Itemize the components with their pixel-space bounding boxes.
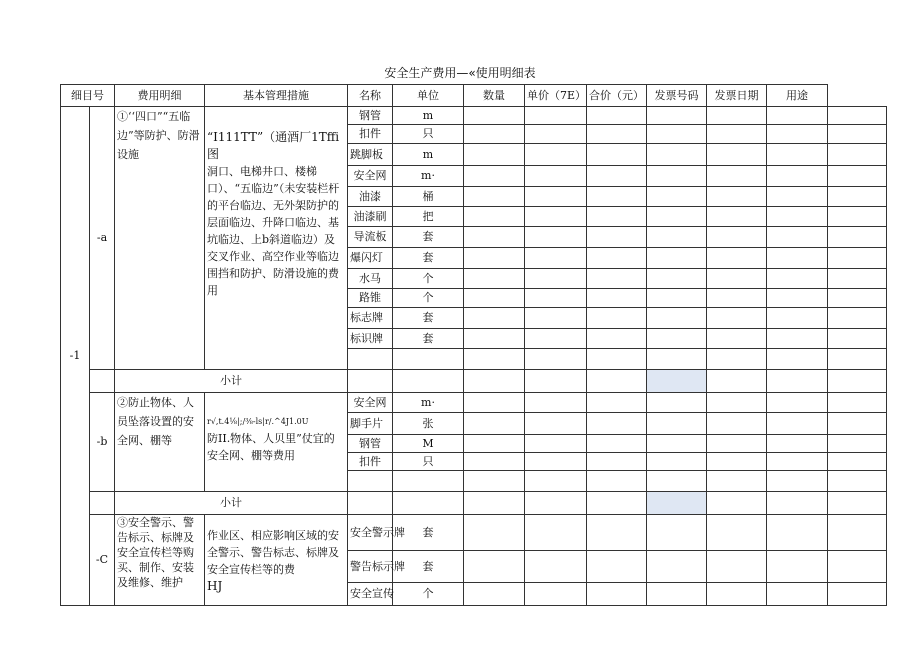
empty-cell — [828, 207, 887, 227]
empty-cell — [707, 329, 767, 349]
measures-text: 洞口、电梯井口、楼梯口）、“五临边”（未安装栏杆的平台临边、无外架防护的层面临边、升降口临边、基坑临边、上b斜道临边）及交叉作业、高空作业等临边围挡和防护、防滑设施的费用 — [207, 165, 340, 297]
empty-cell — [647, 471, 707, 492]
empty-cell — [647, 515, 707, 551]
empty-cell — [525, 393, 587, 413]
item-name: 扣件 — [348, 125, 393, 144]
empty-cell — [647, 207, 707, 227]
item-unit: 只 — [393, 453, 464, 471]
management-measures — [205, 393, 348, 492]
empty-cell — [587, 227, 647, 248]
item-name — [348, 349, 393, 370]
empty-cell — [464, 492, 525, 515]
item-unit: 套 — [393, 551, 464, 583]
empty-cell — [828, 435, 887, 453]
empty-cell — [707, 435, 767, 453]
empty-cell — [647, 125, 707, 144]
empty-cell — [525, 370, 587, 393]
empty-cell — [464, 551, 525, 583]
header-cell: 基本管理措施 — [205, 85, 348, 107]
empty-cell — [587, 435, 647, 453]
empty-cell — [464, 125, 525, 144]
empty-cell — [587, 289, 647, 308]
empty-cell — [647, 492, 707, 515]
empty-cell — [587, 370, 647, 393]
empty-cell — [464, 393, 525, 413]
empty-cell — [464, 583, 525, 606]
item-name: 警告标示牌 — [348, 551, 393, 583]
empty-cell — [464, 413, 525, 435]
header-cell: 发票号码 — [647, 85, 707, 107]
empty-cell — [767, 166, 828, 187]
empty-cell — [464, 207, 525, 227]
empty-cell — [647, 308, 707, 329]
section-code: -1 — [61, 107, 90, 606]
empty-cell — [647, 453, 707, 471]
header-cell: 用途 — [767, 85, 828, 107]
item-unit: 个 — [393, 269, 464, 289]
item-unit: 把 — [393, 207, 464, 227]
item-unit: 套 — [393, 248, 464, 269]
item-unit: 只 — [393, 125, 464, 144]
empty-cell — [348, 370, 393, 393]
empty-cell — [587, 329, 647, 349]
item-unit: 套 — [393, 329, 464, 349]
item-unit — [393, 349, 464, 370]
header-cell: 单价（7E） — [525, 85, 587, 107]
empty-cell — [525, 166, 587, 187]
empty-cell — [587, 413, 647, 435]
table-row — [61, 393, 887, 413]
item-unit: M — [393, 435, 464, 453]
empty-cell — [525, 248, 587, 269]
empty-cell — [767, 227, 828, 248]
empty-cell — [828, 329, 887, 349]
item-unit: 个 — [393, 289, 464, 308]
empty-cell — [525, 144, 587, 166]
empty-cell — [647, 289, 707, 308]
empty-cell — [587, 471, 647, 492]
empty-cell — [647, 107, 707, 125]
measures-text: 防II.物体、人贝里”仗宜的安全网、棚等费用 — [207, 432, 335, 462]
empty-cell — [707, 492, 767, 515]
empty-cell — [587, 144, 647, 166]
item-unit: m — [393, 144, 464, 166]
empty-cell — [464, 107, 525, 125]
empty-cell — [767, 370, 828, 393]
empty-cell — [464, 370, 525, 393]
measures-heading: “I111TT”（通酒厂1Tffi图 — [207, 130, 340, 161]
empty-cell — [525, 349, 587, 370]
empty-cell — [464, 515, 525, 551]
empty-cell — [707, 227, 767, 248]
empty-cell — [707, 370, 767, 393]
item-name: 导流板 — [348, 227, 393, 248]
empty-cell — [828, 583, 887, 606]
empty-cell — [707, 413, 767, 435]
empty-cell — [525, 187, 587, 207]
subtotal-row — [61, 370, 887, 393]
subtotal-label: 小计 — [115, 370, 348, 393]
item-unit — [393, 471, 464, 492]
empty-cell — [828, 227, 887, 248]
empty-cell — [828, 515, 887, 551]
empty-cell — [828, 125, 887, 144]
header-cell: 数量 — [464, 85, 525, 107]
empty-cell — [464, 144, 525, 166]
header-row — [61, 85, 887, 107]
expense-detail: ①‘‘四口”“五临边”等防护、防滑设施 — [115, 107, 205, 370]
item-code: -a — [90, 107, 115, 370]
empty-cell — [767, 289, 828, 308]
item-name: 油漆刷 — [348, 207, 393, 227]
measures-text: 作业区、相应影响区域的安全警示、警告标志、标牌及安全宣传栏等的费 — [207, 529, 339, 576]
empty-cell — [393, 370, 464, 393]
empty-cell — [828, 453, 887, 471]
empty-cell — [767, 453, 828, 471]
header-cell: 发票日期 — [707, 85, 767, 107]
empty-cell — [525, 583, 587, 606]
item-name: 油漆 — [348, 187, 393, 207]
empty-cell — [587, 125, 647, 144]
empty-cell — [587, 248, 647, 269]
item-name: 路锥 — [348, 289, 393, 308]
empty-cell — [707, 515, 767, 551]
empty-cell — [525, 551, 587, 583]
empty-cell — [707, 125, 767, 144]
item-name: 安全警示牌 — [348, 515, 393, 551]
empty-cell — [828, 248, 887, 269]
empty-cell — [828, 471, 887, 492]
empty-cell — [767, 107, 828, 125]
header-cell: 单位 — [393, 85, 464, 107]
header-cell: 细目号 — [61, 85, 115, 107]
item-name: 安全宣传 — [348, 583, 393, 606]
empty-cell — [707, 248, 767, 269]
empty-cell — [587, 107, 647, 125]
empty-cell — [525, 453, 587, 471]
item-unit: 个 — [393, 583, 464, 606]
empty-cell — [525, 413, 587, 435]
empty-cell — [707, 308, 767, 329]
empty-cell — [647, 349, 707, 370]
item-code: -C — [90, 515, 115, 606]
item-name: 爆闪灯 — [348, 248, 393, 269]
empty-cell — [647, 551, 707, 583]
item-name: 安全网 — [348, 393, 393, 413]
empty-cell — [767, 583, 828, 606]
empty-cell — [767, 435, 828, 453]
empty-cell — [707, 349, 767, 370]
empty-cell — [828, 144, 887, 166]
empty-cell — [767, 515, 828, 551]
empty-cell — [707, 393, 767, 413]
empty-cell — [707, 207, 767, 227]
empty-cell — [647, 166, 707, 187]
empty-cell — [828, 269, 887, 289]
measures-tail: HJ — [207, 579, 223, 593]
item-unit: 套 — [393, 227, 464, 248]
header-cell: 名称 — [348, 85, 393, 107]
management-measures — [205, 107, 348, 370]
empty-cell — [767, 248, 828, 269]
item-unit: m — [393, 107, 464, 125]
empty-cell — [525, 207, 587, 227]
empty-cell — [587, 492, 647, 515]
empty-cell — [828, 551, 887, 583]
empty-cell — [647, 144, 707, 166]
empty-cell — [767, 207, 828, 227]
empty-cell — [767, 471, 828, 492]
empty-cell — [587, 349, 647, 370]
empty-cell — [767, 393, 828, 413]
empty-cell — [767, 187, 828, 207]
item-name: 钢管 — [348, 435, 393, 453]
empty-cell — [707, 144, 767, 166]
item-name: 安全网 — [348, 166, 393, 187]
expense-detail-table — [60, 84, 887, 606]
empty-cell — [707, 107, 767, 125]
empty-cell — [587, 308, 647, 329]
empty-cell — [464, 308, 525, 329]
empty-cell — [464, 269, 525, 289]
empty-cell — [525, 125, 587, 144]
empty-cell — [464, 187, 525, 207]
empty-cell — [525, 329, 587, 349]
item-name: 水马 — [348, 269, 393, 289]
empty-cell — [464, 227, 525, 248]
empty-cell — [647, 435, 707, 453]
page-title: 安全生产费用—«使用明细表 — [384, 66, 536, 80]
empty-cell — [525, 515, 587, 551]
empty-cell — [707, 583, 767, 606]
empty-cell — [587, 393, 647, 413]
empty-cell — [767, 349, 828, 370]
empty-cell — [587, 187, 647, 207]
empty-cell — [647, 370, 707, 393]
empty-cell — [707, 551, 767, 583]
empty-cell — [587, 551, 647, 583]
empty-cell — [828, 370, 887, 393]
empty-cell — [707, 289, 767, 308]
empty-cell — [767, 308, 828, 329]
empty-cell — [647, 413, 707, 435]
empty-cell — [647, 583, 707, 606]
blank-cell — [90, 492, 115, 515]
empty-cell — [707, 269, 767, 289]
empty-cell — [348, 492, 393, 515]
empty-cell — [464, 435, 525, 453]
item-name: 标志牌 — [348, 308, 393, 329]
empty-cell — [464, 248, 525, 269]
table-row — [61, 515, 887, 551]
empty-cell — [525, 227, 587, 248]
empty-cell — [767, 413, 828, 435]
empty-cell — [525, 107, 587, 125]
empty-cell — [525, 492, 587, 515]
item-unit: 张 — [393, 413, 464, 435]
item-unit: 套 — [393, 308, 464, 329]
empty-cell — [647, 187, 707, 207]
empty-cell — [707, 471, 767, 492]
empty-cell — [828, 413, 887, 435]
empty-cell — [587, 207, 647, 227]
empty-cell — [828, 166, 887, 187]
empty-cell — [587, 166, 647, 187]
expense-detail: ②防止物体、人员坠落设置的安全网、棚等 — [115, 393, 205, 492]
empty-cell — [647, 269, 707, 289]
item-name: 标识牌 — [348, 329, 393, 349]
empty-cell — [767, 125, 828, 144]
empty-cell — [828, 308, 887, 329]
empty-cell — [647, 248, 707, 269]
item-unit: 套 — [393, 515, 464, 551]
empty-cell — [828, 349, 887, 370]
empty-cell — [464, 289, 525, 308]
table-row — [61, 107, 887, 125]
item-name: 扣件 — [348, 453, 393, 471]
empty-cell — [647, 393, 707, 413]
empty-cell — [587, 453, 647, 471]
item-name: 脚手片 — [348, 413, 393, 435]
management-measures — [205, 515, 348, 606]
empty-cell — [828, 107, 887, 125]
empty-cell — [767, 144, 828, 166]
empty-cell — [464, 329, 525, 349]
empty-cell — [393, 492, 464, 515]
empty-cell — [828, 289, 887, 308]
empty-cell — [707, 453, 767, 471]
empty-cell — [828, 492, 887, 515]
item-name: 跳脚板 — [348, 144, 393, 166]
empty-cell — [707, 166, 767, 187]
empty-cell — [464, 453, 525, 471]
empty-cell — [464, 166, 525, 187]
item-unit: 桶 — [393, 187, 464, 207]
item-name: 钢管 — [348, 107, 393, 125]
expense-detail: ③安全警示、警告标示、标牌及安全宣传栏等购买、制作、安装及维修、维护 — [115, 515, 205, 606]
empty-cell — [587, 269, 647, 289]
empty-cell — [525, 269, 587, 289]
empty-cell — [767, 269, 828, 289]
empty-cell — [647, 227, 707, 248]
empty-cell — [587, 583, 647, 606]
empty-cell — [767, 329, 828, 349]
empty-cell — [767, 551, 828, 583]
header-cell: 费用明细 — [115, 85, 205, 107]
empty-cell — [525, 308, 587, 329]
empty-cell — [525, 471, 587, 492]
empty-cell — [587, 515, 647, 551]
empty-cell — [525, 435, 587, 453]
item-unit: m· — [393, 166, 464, 187]
empty-cell — [767, 492, 828, 515]
empty-cell — [525, 289, 587, 308]
empty-cell — [464, 349, 525, 370]
blank-cell — [90, 370, 115, 393]
item-name — [348, 471, 393, 492]
measures-heading: r√,t.4⅛|;/⅜-ls|r/.^4J1.0U — [207, 417, 309, 426]
empty-cell — [464, 471, 525, 492]
empty-cell — [828, 393, 887, 413]
empty-cell — [707, 187, 767, 207]
item-code: -b — [90, 393, 115, 492]
empty-cell — [647, 329, 707, 349]
subtotal-label: 小计 — [115, 492, 348, 515]
item-unit: m· — [393, 393, 464, 413]
header-cell: 合价（元） — [587, 85, 647, 107]
subtotal-row — [61, 492, 887, 515]
empty-cell — [828, 187, 887, 207]
